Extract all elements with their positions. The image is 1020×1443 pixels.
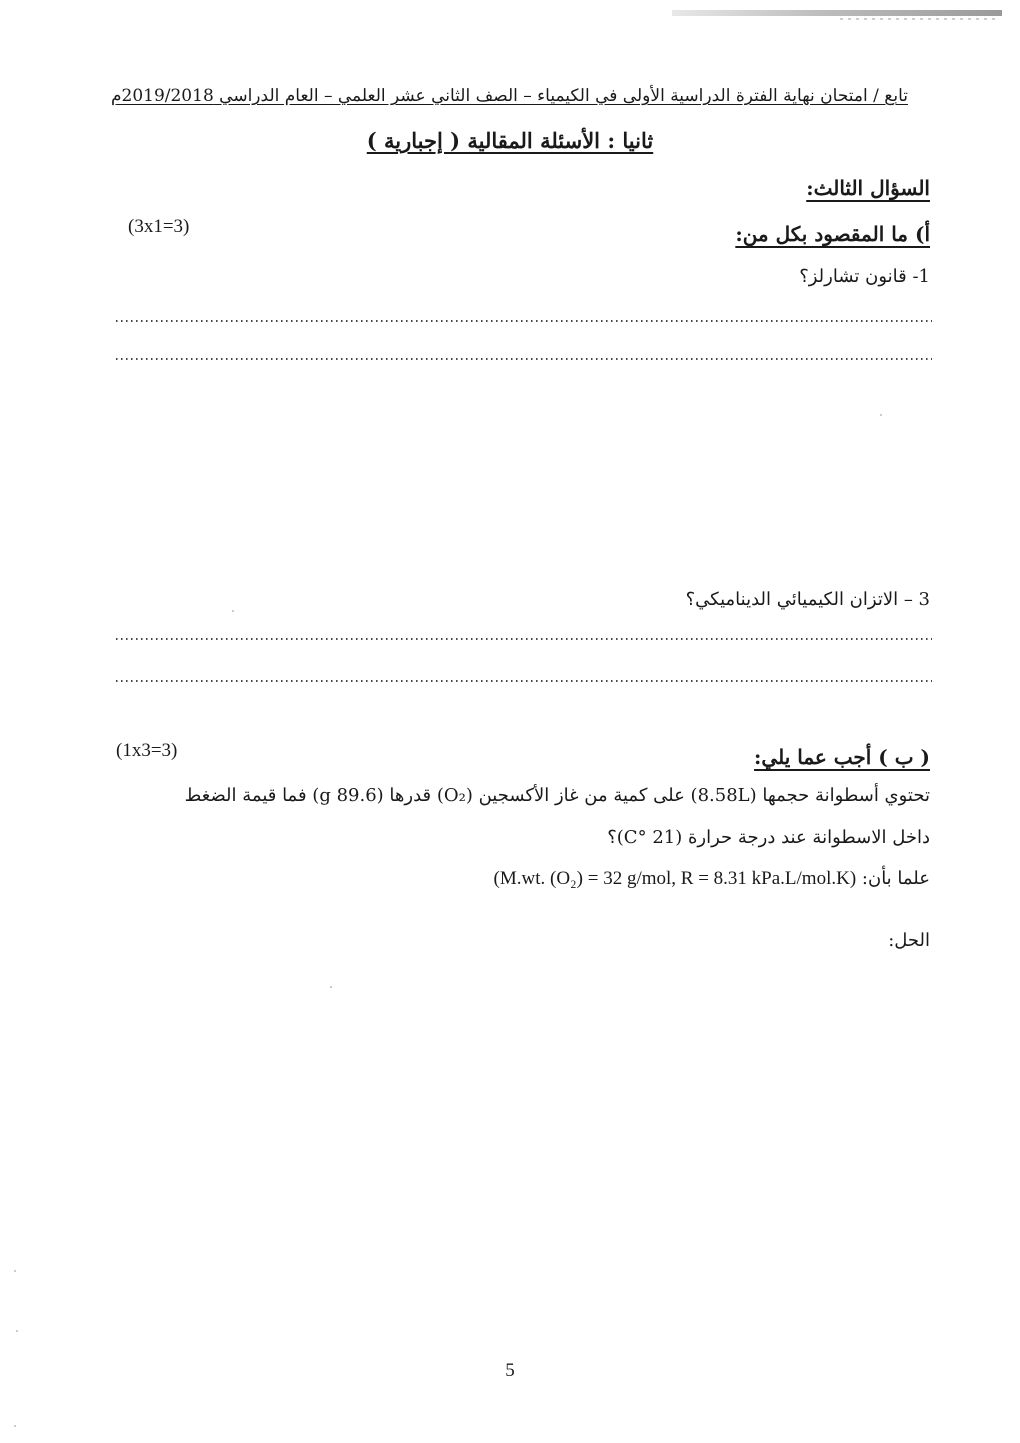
answer-line[interactable] bbox=[116, 680, 932, 682]
scan-speck bbox=[14, 1425, 16, 1427]
part-a-label: أ) ما المقصود بكل من: bbox=[735, 222, 930, 246]
part-b-marks: (1x3=3) bbox=[116, 740, 178, 761]
exam-header: تابع / امتحان نهاية الفترة الدراسية الأولى في الكيمياء – الصف الثاني عشر العلمي – العام الدراسي 2019/2018م bbox=[110, 86, 908, 106]
solution-label: الحل: bbox=[888, 930, 930, 951]
given-values: (M.wt. (O₂) = 32 g/mol, R = 8.31 kPa.L/mol.K) bbox=[493, 868, 857, 889]
answer-line[interactable] bbox=[116, 638, 932, 640]
scan-artifact-dots bbox=[840, 18, 1000, 20]
scan-artifact-strip bbox=[672, 10, 1002, 16]
problem-text-line-1: تحتوي أسطوانة حجمها (8.58L) على كمية من غاز الأكسجين (O₂) قدرها (89.6 g) فما قيمة الضغط bbox=[184, 785, 930, 806]
section-title: ثانيا : الأسئلة المقالية ( إجبارية ) bbox=[366, 128, 654, 153]
part-a-item-1: 1- قانون تشارلز؟ bbox=[799, 266, 930, 287]
problem-text-line-2: داخل الاسطوانة عند درجة حرارة (21 °C)؟ bbox=[607, 827, 930, 848]
scan-speck bbox=[232, 610, 234, 612]
scan-speck bbox=[16, 1330, 18, 1332]
part-a-item-3: 3 – الاتزان الكيميائي الديناميكي؟ bbox=[685, 589, 930, 610]
given-label: علما بأن: bbox=[861, 868, 930, 889]
part-b-label: ( ب ) أجب عما يلي: bbox=[754, 745, 930, 769]
page-number: 5 bbox=[505, 1360, 515, 1381]
question-3-title: السؤال الثالث: bbox=[806, 176, 930, 200]
answer-line[interactable] bbox=[116, 358, 932, 360]
scan-speck bbox=[880, 414, 882, 416]
scan-speck bbox=[330, 986, 332, 988]
answer-line[interactable] bbox=[116, 320, 932, 322]
scan-speck bbox=[14, 1270, 16, 1272]
part-a-marks: (3x1=3) bbox=[128, 216, 190, 237]
given-data-line bbox=[130, 868, 930, 890]
